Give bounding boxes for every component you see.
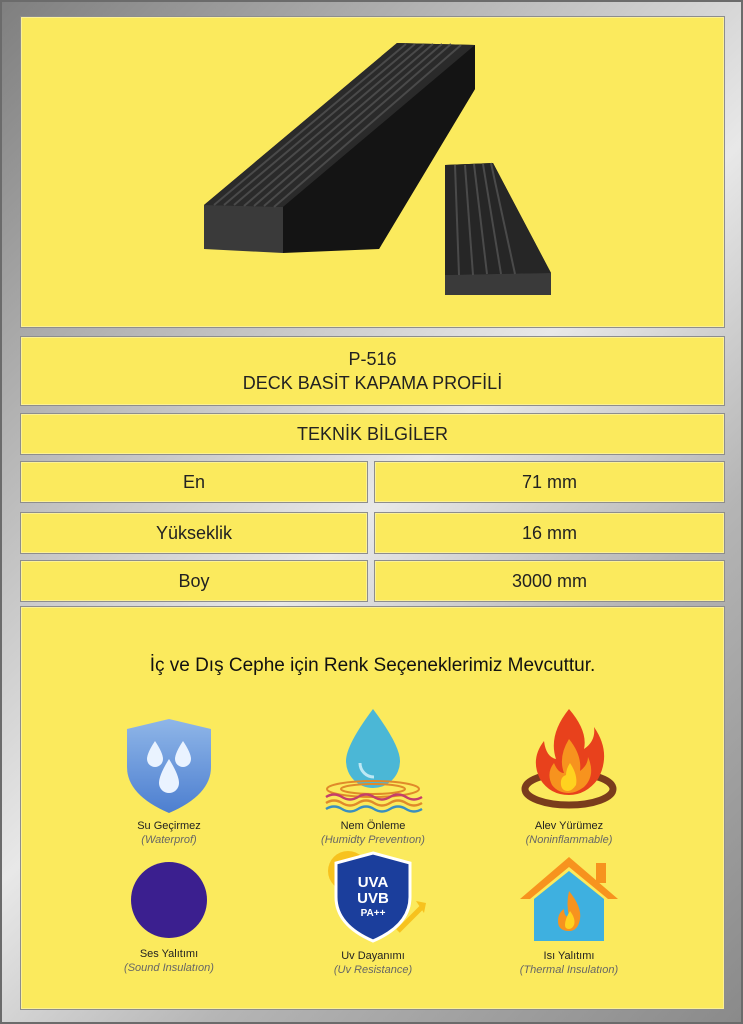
feature-subtitle: (Thermal Insulatıon) <box>519 964 619 976</box>
feature-subtitle: (Uv Resistance) <box>333 964 413 976</box>
product-image-panel <box>20 16 725 328</box>
deck-profile-image <box>21 17 724 327</box>
spec-label: Boy <box>178 571 210 591</box>
sound-wave-icon <box>99 857 239 943</box>
house-flame-icon <box>514 853 624 945</box>
feature-subtitle: (Humidty Preventıon) <box>321 834 425 846</box>
spec-label-cell <box>20 560 368 602</box>
feature-noninflammable <box>479 705 659 847</box>
feature-subtitle: (Waterprof) <box>141 834 197 846</box>
flame-icon <box>514 705 624 815</box>
product-name: DECK BASİT KAPAMA PROFİLİ <box>242 373 503 393</box>
spec-value: 71 mm <box>521 472 577 492</box>
spec-value: 3000 mm <box>511 571 588 591</box>
feature-name: Ses Yalıtımı <box>139 948 199 960</box>
features-panel <box>20 606 725 1010</box>
features-headline: İç ve Dış Cephe için Renk Seçeneklerimiz Mevcuttur. <box>149 655 596 676</box>
spec-value-cell <box>374 560 725 602</box>
spec-label-cell <box>20 512 368 554</box>
spec-label-cell <box>20 461 368 503</box>
spec-label: En <box>182 472 206 492</box>
uv-badge-line2: UVB <box>357 890 389 907</box>
spec-value-cell <box>374 461 725 503</box>
product-title-panel <box>20 336 725 406</box>
spec-label: Yükseklik <box>155 523 233 543</box>
spec-value: 16 mm <box>521 523 577 543</box>
uv-badge-line1: UVA <box>357 874 389 891</box>
feature-name: Nem Önleme <box>340 820 406 832</box>
product-code: P-516 <box>348 349 397 369</box>
feature-thermal-insulation <box>479 853 659 977</box>
uv-badge-line3: PA++ <box>360 908 386 919</box>
feature-name: Su Geçirmez <box>137 820 201 832</box>
spec-value-cell <box>374 512 725 554</box>
technical-heading-panel <box>20 413 725 455</box>
technical-heading: TEKNİK BİLGİLER <box>296 424 449 444</box>
water-drop-icon <box>318 705 428 815</box>
shield-drops-icon <box>119 715 219 815</box>
feature-waterproof <box>79 715 259 847</box>
feature-subtitle: (Noninflammable) <box>525 834 613 846</box>
feature-name: Alev Yürümez <box>534 820 604 832</box>
feature-humidity <box>283 705 463 847</box>
feature-sound-insulation <box>79 857 259 975</box>
uv-shield-icon <box>318 847 428 945</box>
feature-name: Isı Yalıtımı <box>543 950 595 962</box>
feature-uv-resistance <box>283 847 463 977</box>
feature-subtitle: (Sound Insulatıon) <box>124 962 214 974</box>
feature-name: Uv Dayanımı <box>341 950 405 962</box>
